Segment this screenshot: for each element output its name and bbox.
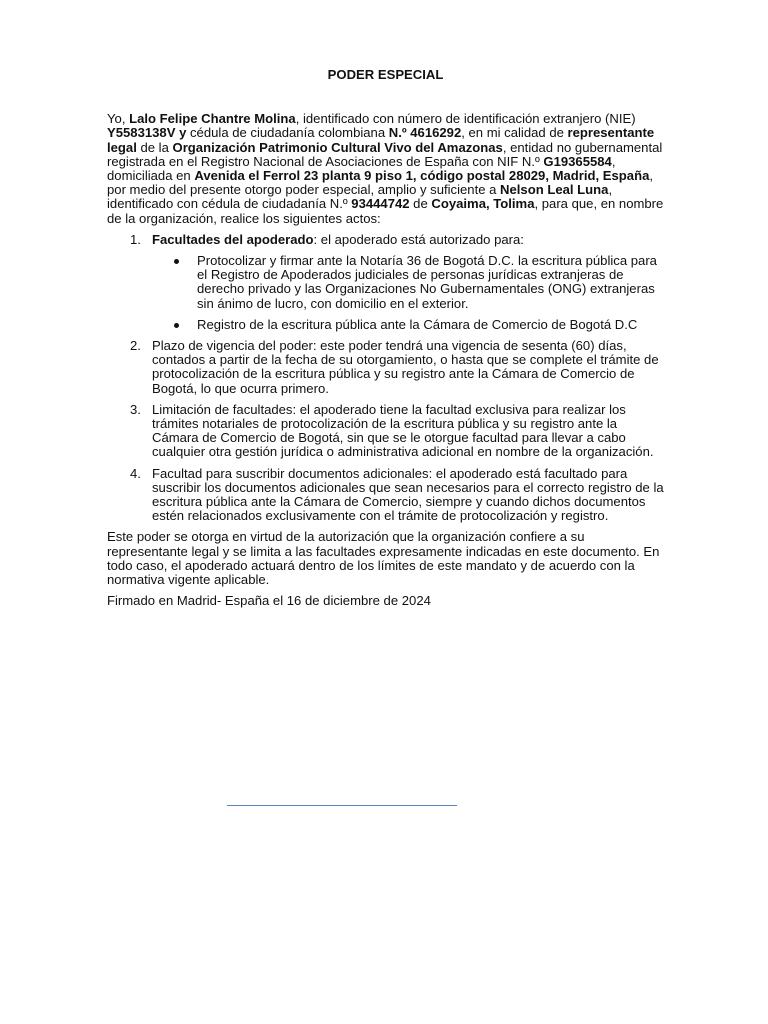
signature-line bbox=[227, 805, 457, 806]
intro-text: , para que, en nombre de la organización, realice los siguientes actos: bbox=[107, 196, 664, 226]
grantor-cc: N.º 4616292 bbox=[388, 125, 462, 141]
intro-paragraph bbox=[107, 112, 664, 226]
agent-name: Nelson Leal Luna bbox=[500, 182, 609, 198]
agent-city: Coyaima, Tolima bbox=[431, 196, 535, 212]
bullet-list bbox=[152, 254, 664, 332]
intro-text: , en mi calidad de bbox=[461, 125, 568, 141]
intro-text: , identificado con cédula de ciudadanía N.º bbox=[107, 182, 613, 212]
item-number: 2. bbox=[130, 338, 141, 354]
intro-text: , por medio del presente otorgo poder especial, amplio y suficiente a bbox=[107, 168, 654, 198]
grantor-role: representante legal bbox=[107, 125, 655, 155]
bullet-text: Registro de la escritura pública ante la Cámara de Comercio de Bogotá D.C bbox=[197, 316, 638, 332]
item-text: : el apoderado está autorizado para: bbox=[313, 231, 524, 247]
bullet-icon bbox=[174, 259, 179, 264]
list-item bbox=[130, 231, 664, 332]
intro-text: de bbox=[409, 196, 432, 212]
intro-text: Yo, bbox=[107, 111, 130, 127]
grantor-name: Lalo Felipe Chantre Molina bbox=[129, 111, 296, 127]
item-text: Facultad para suscribir documentos adicionales: el apoderado está facultado para suscribir los documentos adicionales que sean necesarios para el correcto registro de la escritura pública ante la Cámara de Comercio, siempre y cuando dichos documentos estén relacionados exclusivamente con el trámite de protocolización y registro. bbox=[152, 465, 664, 524]
intro-text: de la bbox=[136, 139, 173, 155]
intro-text: cédula de ciudadanía colombiana bbox=[186, 125, 389, 141]
signed-date-line: Firmado en Madrid- España el 16 de diciembre de 2024 bbox=[107, 593, 431, 609]
item-heading: Facultades del apoderado bbox=[152, 231, 314, 247]
item-number: 3. bbox=[130, 401, 141, 417]
intro-text: , domiciliada en bbox=[107, 153, 616, 184]
grantor-nie: Y5583138V y bbox=[107, 125, 187, 141]
organization-name: Organización Patrimonio Cultural Vivo del Amazonas bbox=[172, 139, 503, 155]
intro-text: , identificado con número de identificación extranjero (NIE) bbox=[295, 111, 636, 127]
bullet-icon bbox=[174, 323, 179, 328]
agent-cc: 93444742 bbox=[351, 196, 410, 212]
numbered-list bbox=[107, 233, 664, 524]
organization-nif: G19365584 bbox=[543, 153, 612, 169]
bullet-item bbox=[197, 318, 664, 332]
item-text: Plazo de vigencia del poder: este poder tendrá una vigencia de sesenta (60) días, contados a partir de la fecha de su otorgamiento, o hasta que se complete el trámite de protocolización de la escritura pública y su registro ante la Cámara de Comercio de Bogotá, lo que ocurra primero. bbox=[152, 338, 659, 396]
organization-address: Avenida el Ferrol 23 planta 9 piso 1, código postal 28029, Madrid, España bbox=[194, 168, 650, 184]
list-item bbox=[130, 465, 664, 524]
item-text: Limitación de facultades: el apoderado tiene la facultad exclusiva para realizar los trámites notariales de protocolización de la escritura pública y su registro ante la Cámara de Comercio de Bogotá, sin que se le otorgue facultad para llevar a cabo cualquier otra gestión jurídica o administrativa adicional en nombre de la organización. bbox=[152, 401, 654, 460]
list-item bbox=[130, 401, 664, 460]
item-number: 4. bbox=[130, 465, 141, 481]
intro-text: , entidad no gubernamental registrada en el Registro Nacional de Asociaciones de España con NIF N.º bbox=[107, 139, 663, 169]
document-title: PODER ESPECIAL bbox=[327, 67, 444, 82]
list-item bbox=[130, 338, 664, 396]
closing-paragraph: Este poder se otorga en virtud de la autorización que la organización confiere a su representante legal y se limita a las facultades expresamente indicadas en este documento. En todo caso, el apoderado actuará dentro de los límites de este mandato y de acuerdo con la normativa vigente aplicable. bbox=[107, 529, 660, 588]
bullet-text: Protocolizar y firmar ante la Notaría 36 de Bogotá D.C. la escritura pública para el Registro de Apoderados judiciales de personas jurídicas extranjeras de derecho privado y las Organizaciones No Gubernamentales (ONG) extranjeras sin ánimo de lucro, con domicilio en el exterior. bbox=[197, 253, 657, 311]
bullet-item bbox=[197, 254, 664, 311]
item-number: 1. bbox=[130, 231, 141, 247]
